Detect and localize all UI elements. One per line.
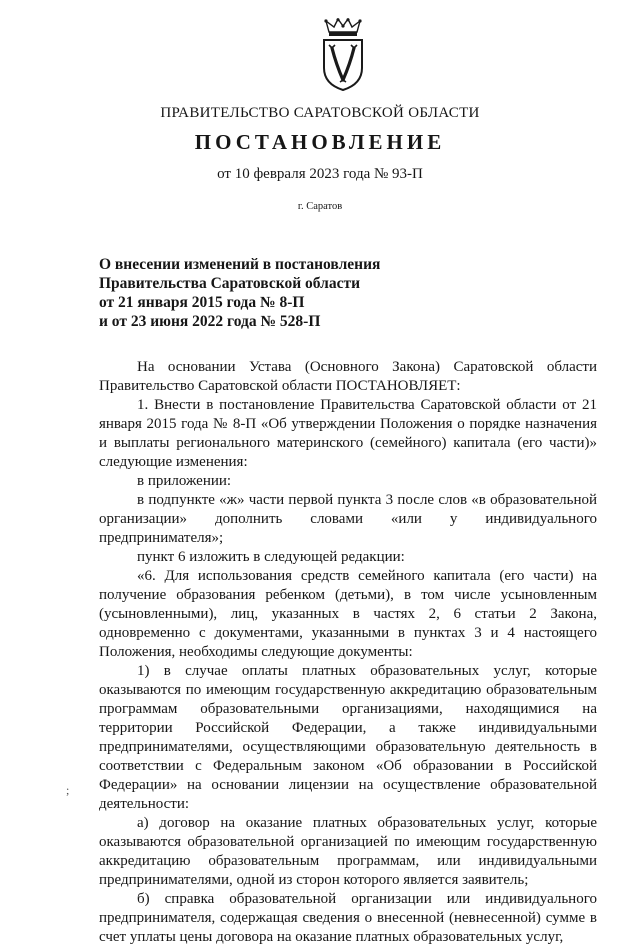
body-paragraph: На основании Устава (Основного Закона) Саратовской области Правительство Саратовской области ПОСТАНОВЛЯЕТ: <box>99 359 597 394</box>
subject-line: и от 23 июня 2022 года № 528-П <box>99 313 321 330</box>
saratov-coat-of-arms-icon <box>320 18 366 92</box>
body-paragraph: 1. Внести в постановление Правительства Саратовской области от 21 января 2015 года № 8-П «Об утверждении Положения о порядке назначения и выплаты регионального материнского (семейного) капитала (его части)» следующие изменения: <box>99 397 597 470</box>
document-date-number: от 10 февраля 2023 года № 93-П <box>217 166 423 182</box>
body-paragraph: б) справка образовательной организации или индивидуального предпринимателя, содержащая сведения о внесенной (невнесенной) сумме в счет уплаты цены договора на оказание платных образовательных услуг, <box>99 891 597 945</box>
subject-line: О внесении изменений в постановления <box>99 256 381 273</box>
body-paragraph: в приложении: <box>137 473 232 489</box>
body-paragraph: пункт 6 изложить в следующей редакции: <box>137 549 405 565</box>
document-city: г. Саратов <box>297 201 343 212</box>
body-paragraph: в подпункте «ж» части первой пункта 3 после слов «в образовательной организации» дополнить словами «или у индивидуального предпринимателя»; <box>99 492 597 546</box>
body-paragraph: «6. Для использования средств семейного капитала (его части) на получение образования ребенком (детьми), в том числе усыновленным (усыновленными), лиц, указанных в частях 2, 6 статьи 2 Закона, одновременно с документами, указанными в пунктах 3 и 4 настоящего Положения, необходимы следующие документы: <box>99 568 597 660</box>
margin-mark: ; <box>66 783 70 797</box>
document-body <box>99 358 597 947</box>
document-type-title: ПОСТАНОВЛЕНИЕ <box>194 130 446 154</box>
subject-line: от 21 января 2015 года № 8-П <box>99 294 305 311</box>
body-paragraph: 1) в случае оплаты платных образовательных услуг, которые оказываются по имеющим государственную аккредитацию образовательным программам образовательными организациями, находящимися на территории Российской Федерации, а также индивидуальными предпринимателями, осуществляющими образовательную деятельность в соответствии с Федеральным законом «Об образовании в Российской Федерации» на основании лицензии на осуществление образовательной деятельности: <box>99 663 597 812</box>
document-subject <box>99 255 380 331</box>
subject-line: Правительства Саратовской области <box>99 275 360 292</box>
body-paragraph: а) договор на оказание платных образовательных услуг, которые оказываются образовательной организацией по имеющим государственную аккредитацию образовательным программам, или индивидуальными предпринимателями, одной из сторон которого является заявитель; <box>99 815 597 888</box>
organization-name: ПРАВИТЕЛЬСТВО САРАТОВСКОЙ ОБЛАСТИ <box>160 105 480 121</box>
